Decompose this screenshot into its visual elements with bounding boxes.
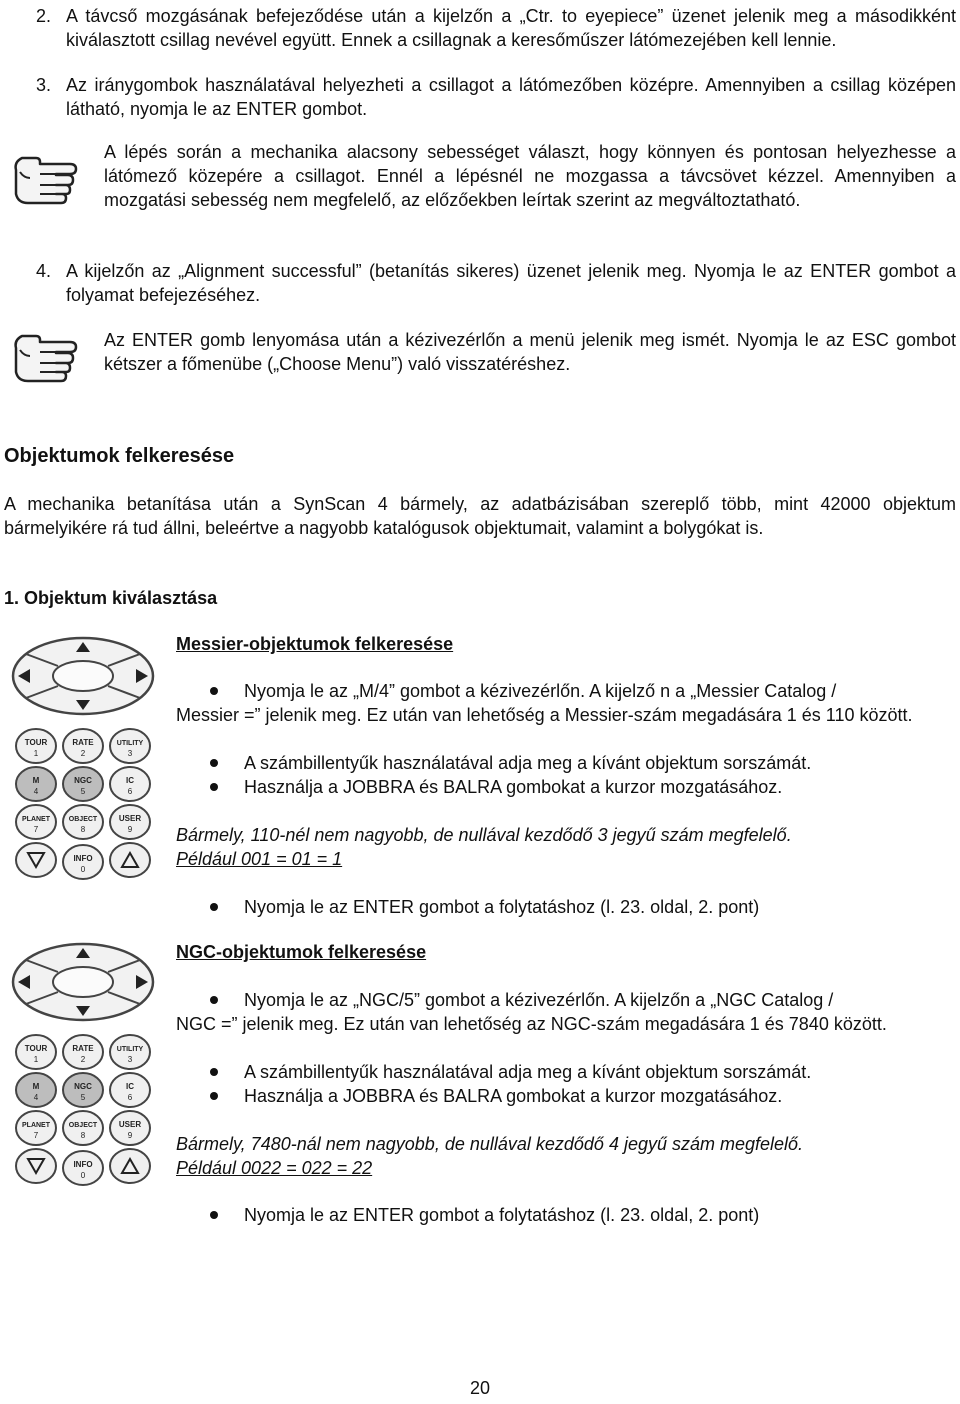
svg-text:7: 7 [33, 1131, 39, 1140]
messier-bullet-1-cont: Messier =” jelenik meg. Ez után van lehetőség a Messier-szám megadására 1 és 110 között. [176, 705, 913, 725]
key-ic [110, 1073, 150, 1107]
svg-text:IC: IC [126, 1082, 134, 1091]
step-2-number: 2. [36, 6, 52, 26]
svg-text:NGC: NGC [74, 776, 92, 785]
svg-text:UTILITY: UTILITY [116, 1046, 144, 1053]
svg-text:UTILITY: UTILITY [116, 740, 144, 747]
key-user [110, 805, 150, 839]
direction-pad [13, 638, 153, 714]
svg-text:PLANET: PLANET [22, 816, 50, 823]
section-title: Objektumok felkeresése [4, 445, 235, 467]
svg-text:TOUR: TOUR [24, 738, 48, 747]
svg-text:PLANET: PLANET [22, 1122, 50, 1129]
key-ngc [63, 767, 103, 801]
page-number: 20 [469, 1378, 491, 1398]
bullet [210, 1092, 218, 1100]
bullet [210, 1068, 218, 1076]
messier-example-2: Például 001 = 01 = 1 [176, 849, 343, 869]
key-info [63, 1151, 103, 1185]
bullet [210, 1211, 218, 1219]
svg-text:7: 7 [33, 825, 39, 834]
bullet [210, 903, 218, 911]
svg-text:4: 4 [33, 1093, 39, 1102]
key-rate [63, 729, 103, 763]
key-utility [110, 1035, 150, 1069]
step-4-text: A kijelzőn az „Alignment successful” (betanítás sikeres) üzenet jelenik meg. Nyomja le az ENTER gombot a folyamat befejezéséhez. [66, 261, 956, 305]
svg-text:5: 5 [80, 1093, 86, 1102]
svg-text:5: 5 [80, 787, 86, 796]
key-user [110, 1111, 150, 1145]
svg-text:OBJECT: OBJECT [68, 816, 98, 823]
bullet [210, 996, 218, 1004]
key-rate [63, 1035, 103, 1069]
svg-text:1: 1 [33, 1055, 39, 1064]
svg-text:OBJECT: OBJECT [68, 1122, 98, 1129]
ngc-bullet-1-cont: NGC =” jelenik meg. Ez után van lehetőség az NGC-szám megadására 1 és 7840 között. [176, 1014, 887, 1034]
svg-text:0: 0 [80, 865, 86, 874]
messier-bullet-4: Nyomja le az ENTER gombot a folytatáshoz (l. 23. oldal, 2. pont) [244, 897, 760, 917]
svg-text:4: 4 [33, 787, 39, 796]
ngc-bullet-2: A számbillentyűk használatával adja meg a kívánt objektum sorszámát. [244, 1062, 812, 1082]
ngc-heading: NGC-objektumok felkeresése [176, 942, 427, 962]
key-ic [110, 767, 150, 801]
svg-text:9: 9 [127, 825, 133, 834]
svg-text:8: 8 [80, 1131, 86, 1140]
svg-text:9: 9 [127, 1131, 133, 1140]
svg-text:RATE: RATE [72, 1044, 94, 1053]
svg-text:2: 2 [80, 749, 86, 758]
step-3-number: 3. [36, 75, 52, 95]
subsection-title: 1. Objektum kiválasztása [4, 588, 218, 608]
svg-text:0: 0 [80, 1171, 86, 1180]
pointing-hand-icon [10, 326, 80, 386]
svg-text:INFO: INFO [73, 1160, 93, 1169]
key-info [63, 845, 103, 879]
key-utility [110, 729, 150, 763]
key-m [16, 767, 56, 801]
section-intro: A mechanika betanítása után a SynScan 4 bármely, az adatbázisában szereplő több, mint 42000 objektum bármelyikére rá tud állni, beleértve a nagyobb katalógusok objektumait, valamint a bolygókat is. [4, 494, 956, 538]
svg-text:2: 2 [80, 1055, 86, 1064]
svg-text:IC: IC [126, 776, 134, 785]
key-tour [16, 729, 56, 763]
svg-text:NGC: NGC [74, 1082, 92, 1091]
svg-text:8: 8 [80, 825, 86, 834]
messier-bullet-3: Használja a JOBBRA és BALRA gombokat a kurzor mozgatásához. [244, 777, 783, 797]
messier-bullet-2: A számbillentyűk használatával adja meg a kívánt objektum sorszámát. [244, 753, 812, 773]
note-2-text: Az ENTER gomb lenyomása után a kézivezérlőn a menü jelenik meg ismét. Nyomja le az ESC gombot kétszer a főmenübe („Choose Menu”) való visszatéréshez. [104, 330, 956, 374]
svg-text:RATE: RATE [72, 738, 94, 747]
bullet [210, 759, 218, 767]
svg-text:USER: USER [118, 1120, 142, 1129]
key-m [16, 1073, 56, 1107]
svg-text:1: 1 [33, 749, 39, 758]
key-object [63, 1111, 103, 1145]
ngc-bullet-1: Nyomja le az „NGC/5” gombot a kézivezérlőn. A kijelzőn a „NGC Catalog / [244, 990, 834, 1010]
step-3-text: Az iránygombok használatával helyezheti a csillagot a látómezőben középre. Amennyiben a csillag középen látható, nyomja le az ENTER gombot. [66, 75, 956, 119]
svg-text:6: 6 [127, 1093, 133, 1102]
pointing-hand-icon [10, 148, 80, 208]
step-4-number: 4. [36, 261, 52, 281]
ngc-bullet-4: Nyomja le az ENTER gombot a folytatáshoz (l. 23. oldal, 2. pont) [244, 1205, 760, 1225]
bullet [210, 687, 218, 695]
ngc-example-1: Bármely, 7480-nál nem nagyobb, de nullával kezdődő 4 jegyű szám megfelelő. [176, 1134, 804, 1154]
messier-example-1: Bármely, 110-nél nem nagyobb, de nullával kezdődő 3 jegyű szám megfelelő. [176, 825, 792, 845]
step-2-text: A távcső mozgásának befejeződése után a kijelzőn a „Ctr. to eyepiece” üzenet jelenik meg a másodikként kiválasztott csillag nevével együtt. Ennek a csillagnak a keresőműszer látómezejében kell lennie. [66, 6, 956, 50]
key-planet [16, 1111, 56, 1145]
ngc-bullet-3: Használja a JOBBRA és BALRA gombokat a kurzor mozgatásához. [244, 1086, 783, 1106]
note-1-text: A lépés során a mechanika alacsony sebességet választ, hogy könnyen és pontosan helyezhesse a látómező közepére a csillagot. Ennél a lépésnél ne mozgassa a távcsövet kézzel. Amennyiben a mozgatási sebesség nem megfelelő, az előzőekben leírtak szerint az megváltoztatható. [104, 142, 956, 210]
svg-text:6: 6 [127, 787, 133, 796]
key-object [63, 805, 103, 839]
direction-pad [13, 944, 153, 1020]
key-tour [16, 1035, 56, 1069]
svg-text:INFO: INFO [73, 854, 93, 863]
keypad-image-messier [8, 636, 158, 884]
svg-text:M: M [32, 1082, 40, 1091]
messier-heading: Messier-objektumok felkeresése [176, 634, 454, 654]
messier-bullet-1: Nyomja le az „M/4” gombot a kézivezérlőn. A kijelző n a „Messier Catalog / [244, 681, 837, 701]
ngc-example-2: Például 0022 = 022 = 22 [176, 1158, 373, 1178]
svg-text:USER: USER [118, 814, 142, 823]
keypad-image-ngc [8, 942, 158, 1190]
key-planet [16, 805, 56, 839]
svg-text:TOUR: TOUR [24, 1044, 48, 1053]
svg-text:M: M [32, 776, 40, 785]
bullet [210, 783, 218, 791]
key-ngc [63, 1073, 103, 1107]
svg-text:3: 3 [127, 749, 133, 758]
svg-text:3: 3 [127, 1055, 133, 1064]
